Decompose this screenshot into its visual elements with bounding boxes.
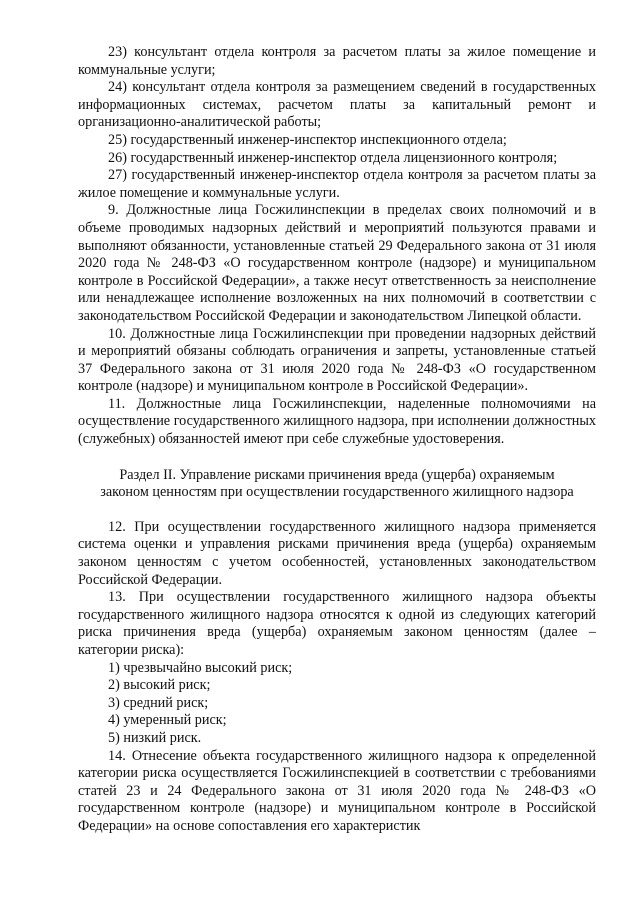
spacer bbox=[78, 449, 596, 467]
list-item-26: 26) государственный инженер-инспектор отдела лицензионного контроля; bbox=[108, 149, 558, 166]
paragraph-11: 11. Должностные лица Госжилинспекции, наделенные полномочиями на осуществление государственного жилищного надзора, при исполнении должностных (служебных) обязанностей имеют при себе служебные удостоверения. bbox=[78, 395, 596, 448]
risk-category-4: 4) умеренный риск; bbox=[108, 712, 227, 729]
spacer bbox=[78, 502, 596, 519]
paragraph-14: 14. Отнесение объекта государственного жилищного надзора к определенной категории риска осуществляется Госжилинспекцией в соответствии с требованиями статей 23 и 24 Федерального закона от 31 июля 2020 года № 248-ФЗ «О государственном контроле (надзоре) и муниципальном контроле в Российской Федерации» на основе сопоставления его характеристик bbox=[78, 747, 596, 834]
list-item-24: 24) консультант отдела контроля за размещением сведений в государственных информационных системах, расчетом платы за капитальный ремонт и организационно-аналитической работы; bbox=[78, 79, 596, 131]
list-item-27: 27) государственный инженер-инспектор отдела контроля за расчетом платы за жилое помещение и коммунальные услуги. bbox=[78, 167, 596, 201]
paragraph-12: 12. При осуществлении государственного жилищного надзора применяется система оценки и управления рисками причинения вреда (ущерба) охраняемым законом ценностям с учетом особенностей, установленных законодательством Российской Федерации. bbox=[78, 518, 596, 588]
paragraph-10: 10. Должностные лица Госжилинспекции при проведении надзорных действий и мероприятий обязаны соблюдать ограничения и запреты, установленные статьей 37 Федерального закона от 31 июля 2020 года № 248-ФЗ «О государственном контроле (надзоре) и муниципальном контроле в Российской Федерации». bbox=[78, 325, 596, 395]
risk-category-5: 5) низкий риск. bbox=[108, 729, 202, 746]
risk-category-3: 3) средний риск; bbox=[108, 694, 209, 711]
list-item-25: 25) государственный инженер-инспектор инспекционного отдела; bbox=[108, 131, 507, 148]
paragraph-13: 13. При осуществлении государственного жилищного надзора объекты государственного жилищного надзора относятся к одной из следующих категорий риска причинения вреда (ущерба) охраняемым законом ценностям (далее – категории риска): bbox=[78, 589, 596, 658]
section-heading-line-1: Раздел II. Управление рисками причинения вреда (ущерба) охраняемым bbox=[119, 466, 555, 483]
list-item-23: 23) консультант отдела контроля за расчетом платы за жилое помещение и коммунальные услуги; bbox=[78, 44, 596, 78]
document-page bbox=[78, 44, 596, 836]
paragraph-9: 9. Должностные лица Госжилинспекции в пределах своих полномочий и в объеме проводимых надзорных действий и мероприятий пользуются правами и выполняют обязанности, установленные статьей 29 Федерального закона от 31 июля 2020 года № 248-ФЗ «О государственном контроле (надзоре) и муниципальном контроле в Российской Федерации», а также несут ответственность за неисполнение или ненадлежащее исполнение возложенных на них полномочий в соответствии с законодательством Российской Федерации и законодательством Липецкой области. bbox=[78, 202, 596, 324]
section-heading-line-2: законом ценностям при осуществлении государственного жилищного надзора bbox=[100, 484, 574, 501]
risk-category-2: 2) высокий риск; bbox=[108, 677, 211, 694]
section-heading bbox=[78, 467, 596, 502]
risk-category-1: 1) чрезвычайно высокий риск; bbox=[108, 659, 293, 676]
